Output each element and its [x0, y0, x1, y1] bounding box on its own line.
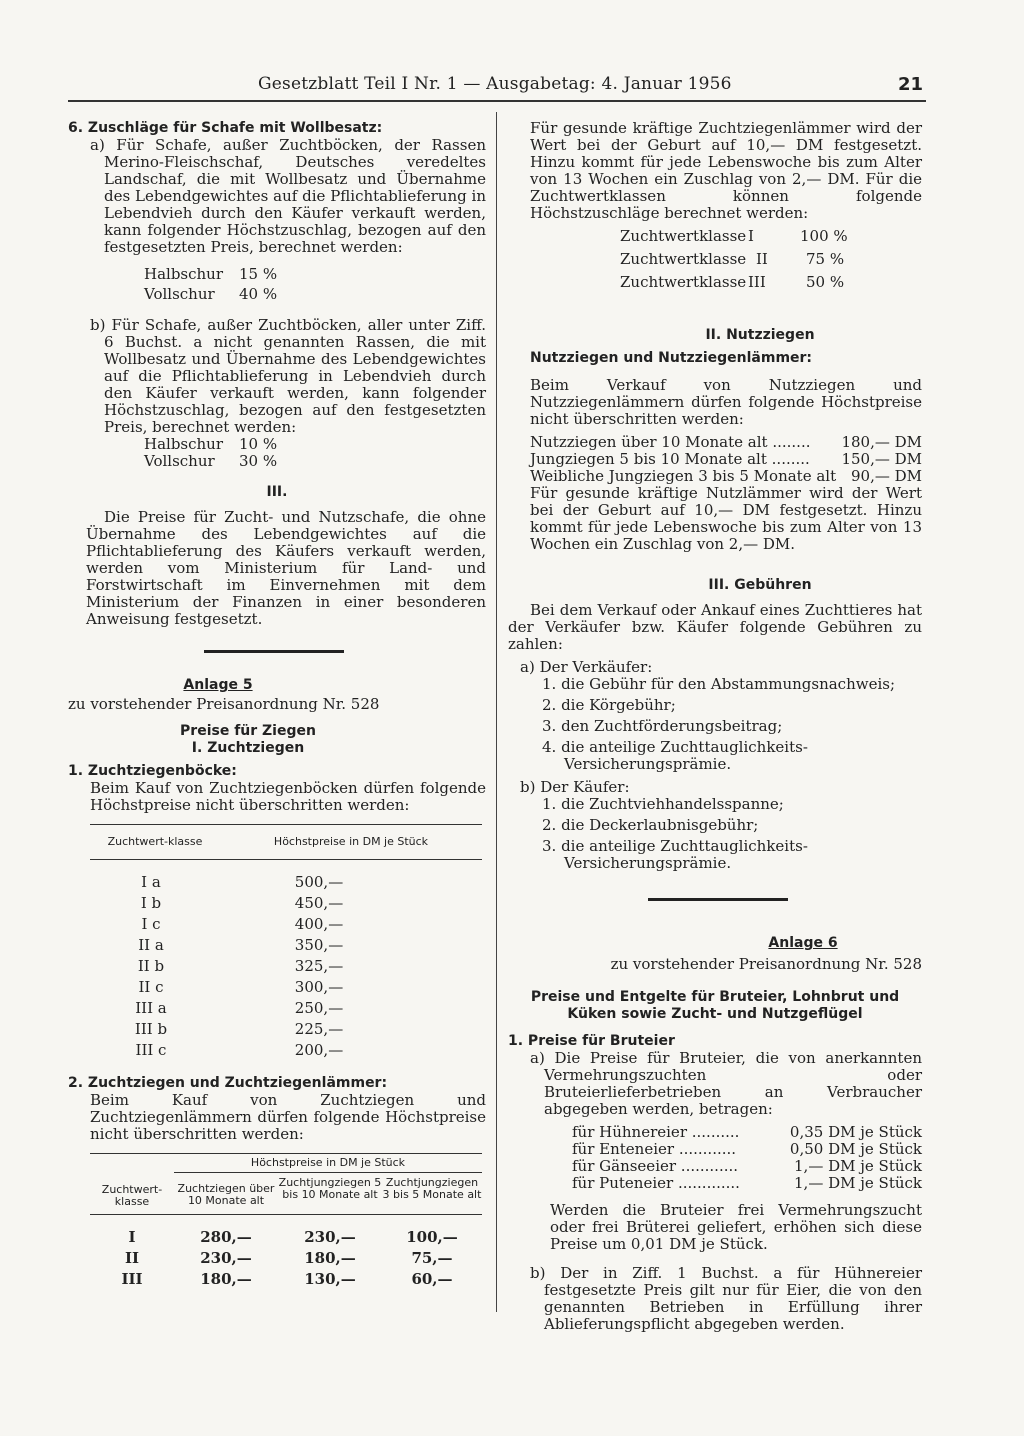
table-cell-price: 300,— [294, 978, 344, 996]
row-label: für Hühnereier .......... [572, 1123, 740, 1141]
table-row [90, 1042, 482, 1063]
row-label: für Puteneier ............. [572, 1174, 740, 1192]
row-value: 90,— DM [850, 467, 922, 485]
anlage-6-title: Anlage 6 [768, 935, 838, 951]
table-row [90, 979, 482, 1000]
table-row [90, 937, 482, 958]
zuschlag-table [508, 228, 922, 291]
nutzziegen-text-2: Für gesunde kräftige Nutzlämmer wird der Wert bei der Geburt auf 10,— DM festgesetzt. Hinzu kommt für jede Lebenswoche bis zum Alter von 13 Wochen ein Zuschlag von 2,— DM. [530, 484, 922, 553]
gebuehren-heading: III. Gebühren [708, 577, 812, 593]
table-cell-price: 400,— [294, 915, 344, 933]
table-2-subheaders [174, 1173, 482, 1207]
table-row [90, 895, 482, 916]
row-value: 180,— DM [841, 433, 922, 451]
table-row [90, 1021, 482, 1042]
table-cell: 60,— [411, 1270, 453, 1288]
table-row [90, 1000, 482, 1021]
eier-row [572, 1175, 922, 1192]
row-label: für Gänseeier ............ [572, 1157, 739, 1175]
nutz-table [508, 434, 922, 485]
table-row [90, 1250, 482, 1271]
bruteier-1b-text: b) Der in Ziff. 1 Buchst. a für Hühnereier festgesetzte Preis gilt nur für Eier, die von den genannten Betrieben in Erfüllung ihrer Ablieferungspflicht abgegeben werden. [530, 1264, 922, 1333]
list-item: 2. die Deckerlaubnisgebühr; [542, 816, 759, 834]
table-1-col-price: Höchstpreise in DM je Stück [273, 835, 429, 848]
row-label: Halbschur [144, 435, 224, 453]
preise-ziegen-title: Preise für Ziegen [180, 723, 316, 739]
page-header: Gesetzblatt Teil I Nr. 1 — Ausgabetag: 4. Januar 1956 [258, 74, 732, 94]
row-label: Weibliche Jungziegen 3 bis 5 Monate alt [530, 467, 837, 485]
row-label: Vollschur [144, 285, 215, 303]
section-6a-row [144, 266, 486, 283]
row-value: 0,35 DM je Stück [789, 1123, 922, 1141]
table-2-col-5-10: Zuchtjungziegen 5 bis 10 Monate alt [278, 1176, 382, 1201]
table-cell-class: I c [141, 915, 161, 933]
kaeufer-list [508, 796, 922, 872]
section-6a-text: a) Für Schafe, außer Zuchtböcken, der Rassen Merino-Fleischschaf, Deutsches veredeltes Landschaf, die mit Wollbesatz und Übernahme des Lebendgewichtes auf die Pflichtablieferung in Lebendvieh durch den Käufer verkauft werden, kann folgender Höchstzuschlag, bezogen auf den festgesetzten Preis, berechnet werden: [90, 136, 486, 256]
row-label: Zuchtwertklasse [620, 227, 747, 245]
zuschlag-row [620, 228, 922, 245]
bruteier-1-title: 1. Preise für Bruteier [508, 1033, 675, 1049]
nutz-row [530, 451, 922, 468]
row-label: Nutzziegen über 10 Monate alt ........ [530, 433, 811, 451]
row-value: 100 % [800, 227, 848, 245]
eier-row [572, 1141, 922, 1158]
section-6b-row [144, 453, 486, 470]
row-class: I [748, 227, 754, 245]
table-cell-price: 225,— [294, 1020, 344, 1038]
anlage-5-title: Anlage 5 [183, 677, 253, 693]
separator-rule [204, 650, 344, 653]
section-6a-table [68, 266, 486, 303]
item-1-text: Beim Kauf von Zuchtziegenböcken dürfen folgende Höchstpreise nicht überschritten werden: [90, 779, 486, 814]
table-cell-class: I a [141, 873, 161, 891]
list-item: 1. die Gebühr für den Abstammungsnachweis; [542, 675, 896, 693]
table-1 [90, 824, 482, 1063]
eier-table [508, 1124, 922, 1192]
table-cell: 230,— [200, 1249, 252, 1267]
nutzziegen-subheading: Nutzziegen und Nutzziegenlämmer: [530, 350, 813, 366]
row-value: 50 % [806, 273, 845, 291]
list-item: 1. die Zuchtviehhandelsspanne; [542, 795, 784, 813]
list-item: 2. die Körgebühr; [542, 696, 676, 714]
eier-row [572, 1158, 922, 1175]
table-cell-class: II b [137, 957, 165, 975]
table-cell-price: 450,— [294, 894, 344, 912]
nutz-row [530, 434, 922, 451]
table-1-col-class: Zuchtwert-klasse [107, 835, 203, 848]
row-label: für Enteneier ............ [572, 1140, 737, 1158]
table-row [90, 1271, 482, 1292]
table-cell: 180,— [304, 1249, 356, 1267]
table-2-body [90, 1229, 482, 1292]
table-2-col-class: Zuchtwert-klasse [101, 1183, 163, 1208]
section-6-title: 6. Zuschläge für Schafe mit Wollbesatz: [68, 120, 383, 136]
row-value: 40 % [239, 285, 278, 303]
zuschlag-row [620, 251, 922, 268]
row-value: 10 % [239, 435, 278, 453]
intro-text: Für gesunde kräftige Zuchtziegenlämmer wird der Wert bei der Geburt auf 10,— DM festgesetzt. Hinzu kommt für jede Lebenswoche bis zum Alter von 13 Wochen ein Zuschlag von 2,— DM. Für die Zuchtwertklassen können folgende Höchstzuschläge berechnet werden: [530, 119, 922, 222]
row-class: III [748, 273, 766, 291]
right-column [508, 120, 922, 1333]
row-value: 1,— DM je Stück [794, 1174, 922, 1192]
table-2-col-3-5: Zuchtjungziegen 3 bis 5 Monate alt [382, 1176, 482, 1201]
header-rule [68, 100, 926, 102]
nutzziegen-heading: II. Nutzziegen [705, 327, 815, 343]
gebuehren-text: Bei dem Verkauf oder Ankauf eines Zuchttieres hat der Verkäufer bzw. Käufer folgende Gebühren zu zahlen: [508, 601, 922, 653]
nutzziegen-text: Beim Verkauf von Nutzziegen und Nutzziegenlämmern dürfen folgende Höchstpreise nicht überschritten werden: [530, 376, 922, 428]
page-number: 21 [898, 74, 924, 95]
list-item: 3. den Zuchtförderungsbeitrag; [542, 717, 783, 735]
table-cell: 230,— [304, 1228, 356, 1246]
list-item: 3. die anteilige Zuchttauglichkeits-Versicherungsprämie. [542, 837, 808, 872]
table-row [90, 916, 482, 937]
section-III-text: Die Preise für Zucht- und Nutzschafe, die ohne Übernahme des Lebendgewichtes auf die Pflichtablieferung des Käufers verkauft werden, werden vom Ministerium für Land- und Forstwirtschaft im Einvernehmen mit dem Ministerium der Finanzen in einer besonderen Anweisung festgesetzt. [86, 508, 486, 628]
table-2-group [174, 1154, 482, 1208]
nutz-row [530, 468, 922, 485]
item-2-title: 2. Zuchtziegen und Zuchtziegenlämmer: [68, 1075, 388, 1091]
table-2-header [90, 1154, 482, 1208]
table-2-col-adult: Zuchtziegen über 10 Monate alt [177, 1182, 275, 1207]
table-2 [90, 1153, 482, 1292]
row-value: 75 % [806, 250, 845, 268]
verkaeufer-list [508, 676, 922, 773]
row-class: II [756, 250, 768, 268]
row-label: Zuchtwertklasse [620, 250, 747, 268]
row-value: 15 % [239, 265, 278, 283]
row-label: Halbschur [144, 265, 224, 283]
anlage-6-subtitle: zu vorstehender Preisanordnung Nr. 528 [610, 955, 922, 973]
row-label: Jungziegen 5 bis 10 Monate alt ........ [530, 450, 810, 468]
table-cell: 280,— [200, 1228, 252, 1246]
bruteier-1a-text: a) Die Preise für Bruteier, die von anerkannten Vermehrungszuchten oder Bruteierlieferbetrieben an Verbraucher abgegeben werden, betragen: [530, 1049, 922, 1118]
column-divider [496, 112, 497, 1312]
section-6b-row [144, 436, 486, 453]
table-row [90, 1229, 482, 1250]
table-cell-class: II c [138, 978, 164, 996]
anlage-5-subtitle: zu vorstehender Preisanordnung Nr. 528 [68, 695, 380, 713]
table-cell-class: III c [135, 1041, 167, 1059]
row-label: Vollschur [144, 452, 215, 470]
separator-rule [648, 898, 788, 901]
row-value: 150,— DM [841, 450, 922, 468]
table-row [90, 958, 482, 979]
table-2-group-header: Höchstpreise in DM je Stück [174, 1154, 482, 1173]
zuchtziegen-heading: I. Zuchtziegen [191, 740, 305, 756]
table-cell-class: III b [134, 1020, 168, 1038]
table-cell-price: 250,— [294, 999, 344, 1017]
table-cell-class: I b [140, 894, 162, 912]
table-cell-class: II a [138, 936, 164, 954]
table-cell-price: 350,— [294, 936, 344, 954]
list-item: 4. die anteilige Zuchttauglichkeits-Versicherungsprämie. [542, 738, 808, 773]
section-6a-row [144, 286, 486, 303]
table-cell: 75,— [411, 1249, 453, 1267]
table-cell-price: 500,— [294, 873, 344, 891]
item-2-text: Beim Kauf von Zuchtziegen und Zuchtziegenlämmern dürfen folgende Höchstpreise nicht überschritten werden: [90, 1091, 486, 1143]
zuschlag-row [620, 274, 922, 291]
table-cell: I [128, 1228, 136, 1246]
table-cell: 130,— [304, 1270, 356, 1288]
table-1-body [90, 874, 482, 1063]
row-label: Zuchtwertklasse [620, 273, 747, 291]
table-cell-price: 200,— [294, 1041, 344, 1059]
table-cell: II [124, 1249, 140, 1267]
kaeufer-label: b) Der Käufer: [520, 778, 630, 796]
table-cell: III [121, 1270, 143, 1288]
table-1-header [90, 824, 482, 860]
section-6b-text: b) Für Schafe, außer Zuchtböcken, aller unter Ziff. 6 Buchst. a nicht genannten Rassen, die mit Wollbesatz und Übernahme des Lebendgewichtes auf die Pflichtablieferung in Lebendvieh durch den Käufer verkauft werden, kann folgender Höchstzuschlag, bezogen auf den festgesetzten Preis, berechnet werden: [90, 316, 486, 436]
table-row [90, 874, 482, 895]
row-value: 30 % [239, 452, 278, 470]
bruteier-title: Preise und Entgelte für Bruteier, Lohnbrut und Küken sowie Zucht- und Nutzgeflügel [530, 989, 900, 1022]
table-2-header-rule [90, 1214, 482, 1215]
verkaeufer-label: a) Der Verkäufer: [520, 658, 653, 676]
left-column [68, 120, 486, 1292]
section-III-heading: III. [266, 484, 288, 500]
table-cell: 100,— [406, 1228, 458, 1246]
section-6b-table [68, 436, 486, 470]
eier-row [572, 1124, 922, 1141]
table-cell-class: III a [135, 999, 167, 1017]
table-cell: 180,— [200, 1270, 252, 1288]
item-1-title: 1. Zuchtziegenböcke: [68, 763, 237, 779]
row-value: 0,50 DM je Stück [789, 1140, 922, 1158]
bruteier-1a-text-2: Werden die Bruteier frei Vermehrungszucht oder frei Brüterei geliefert, erhöhen sich diese Preise um 0,01 DM je Stück. [550, 1201, 922, 1253]
row-value: 1,— DM je Stück [794, 1157, 922, 1175]
table-cell-price: 325,— [294, 957, 344, 975]
